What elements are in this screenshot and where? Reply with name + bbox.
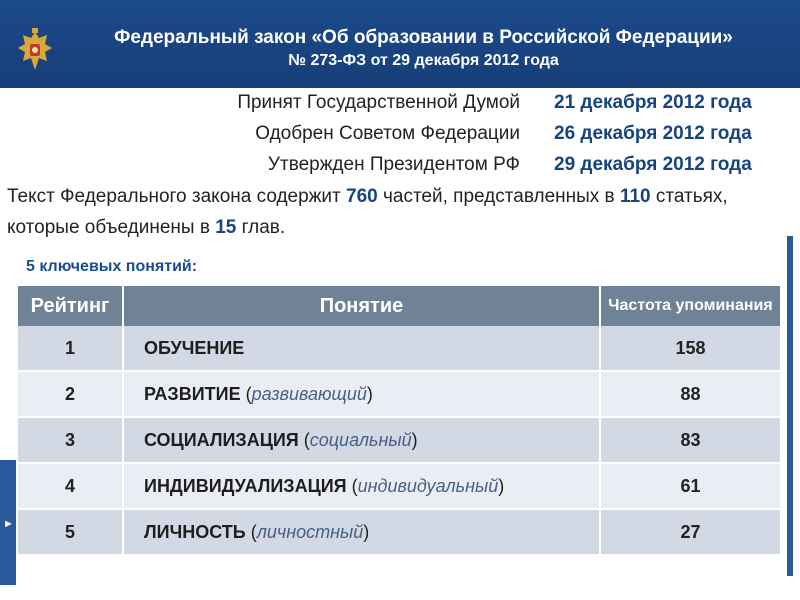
summary-text: статьях, — [650, 186, 728, 207]
adoption-row-duma — [196, 88, 770, 119]
adoption-day: 29 декабря — [554, 154, 658, 175]
concept-term: ЛИЧНОСТЬ — [144, 521, 246, 542]
table-row — [18, 371, 780, 417]
adoption-year: 2012 — [662, 123, 705, 144]
summary-text: частей, представленных в — [377, 186, 620, 207]
frequency-cell: 83 — [600, 417, 780, 463]
law-title: Федеральный закон «Об образовании в Российской Федерации» — [114, 27, 733, 48]
concept-term: ОБУЧЕНИЕ — [144, 337, 245, 358]
adoption-suffix: года — [710, 154, 752, 175]
rank-cell: 2 — [18, 371, 123, 417]
summary-text: которые объединены в — [7, 217, 216, 238]
adoption-day: 21 декабря — [554, 92, 658, 113]
adoption-label: Одобрен Советом Федерации — [255, 123, 520, 144]
concept-cell: СОЦИАЛИЗАЦИЯ (социальный) — [123, 417, 600, 463]
adoption-date — [554, 154, 752, 176]
law-structure-summary — [7, 181, 787, 243]
frequency-cell: 88 — [600, 371, 780, 417]
adoption-label: Утвержден Президентом РФ — [267, 154, 520, 175]
key-concepts-table — [18, 286, 780, 556]
frequency-cell: 61 — [600, 463, 780, 509]
concept-variant: личностный — [256, 521, 364, 542]
column-header-concept: Понятие — [123, 286, 600, 326]
concept-variant: развивающий — [251, 383, 367, 404]
frequency-cell: 158 — [600, 326, 780, 371]
concept-term: ИНДИВИДУАЛИЗАЦИЯ — [144, 475, 347, 496]
adoption-suffix: года — [710, 123, 752, 144]
concept-cell — [123, 326, 600, 371]
adoption-row-council — [196, 119, 770, 150]
summary-text: глав. — [236, 217, 286, 238]
table-row — [18, 417, 780, 463]
concept-cell: ЛИЧНОСТЬ (личностный) — [123, 509, 600, 555]
coat-of-arms-emblem-icon — [16, 28, 54, 74]
adoption-date — [554, 92, 752, 114]
column-header-frequency: Частота упоминания — [600, 286, 780, 326]
law-number-date: № 273-ФЗ от 29 декабря 2012 года — [288, 52, 559, 69]
concept-variant: индивидуальный — [357, 475, 499, 496]
parts-count: 760 — [346, 186, 378, 207]
summary-text: Текст Федерального закона содержит — [7, 186, 346, 207]
adoption-row-president — [196, 150, 770, 181]
rank-cell: 5 — [18, 509, 123, 555]
rank-cell: 3 — [18, 417, 123, 463]
adoption-date — [554, 123, 752, 145]
play-arrow-icon: ► — [3, 518, 14, 530]
column-header-rank: Рейтинг — [18, 286, 123, 326]
adoption-label: Принят Государственной Думой — [237, 92, 520, 113]
articles-count: 110 — [619, 186, 651, 207]
right-decorative-bar — [787, 236, 793, 576]
table-row — [18, 326, 780, 371]
adoption-suffix: года — [710, 92, 752, 113]
key-concepts-heading: 5 ключевых понятий: — [26, 258, 198, 275]
table-row — [18, 463, 780, 509]
adoption-year: 2012 — [662, 154, 705, 175]
table-header-row — [18, 286, 780, 326]
concept-variant: социальный — [309, 429, 412, 450]
slide-header — [0, 0, 800, 88]
frequency-cell: 27 — [600, 509, 780, 555]
concept-cell: ИНДИВИДУАЛИЗАЦИЯ (индивидуальный) — [123, 463, 600, 509]
adoption-dates-list — [196, 88, 770, 181]
rank-cell: 1 — [18, 326, 123, 371]
side-navigation-tab[interactable] — [0, 460, 16, 585]
rank-cell: 4 — [18, 463, 123, 509]
adoption-year: 2012 — [662, 92, 705, 113]
concept-term: СОЦИАЛИЗАЦИЯ — [144, 429, 299, 450]
table-row — [18, 509, 780, 555]
concept-cell: РАЗВИТИЕ (развивающий) — [123, 371, 600, 417]
chapters-count: 15 — [215, 217, 237, 238]
concept-term: РАЗВИТИЕ — [144, 383, 241, 404]
adoption-day: 26 декабря — [554, 123, 658, 144]
